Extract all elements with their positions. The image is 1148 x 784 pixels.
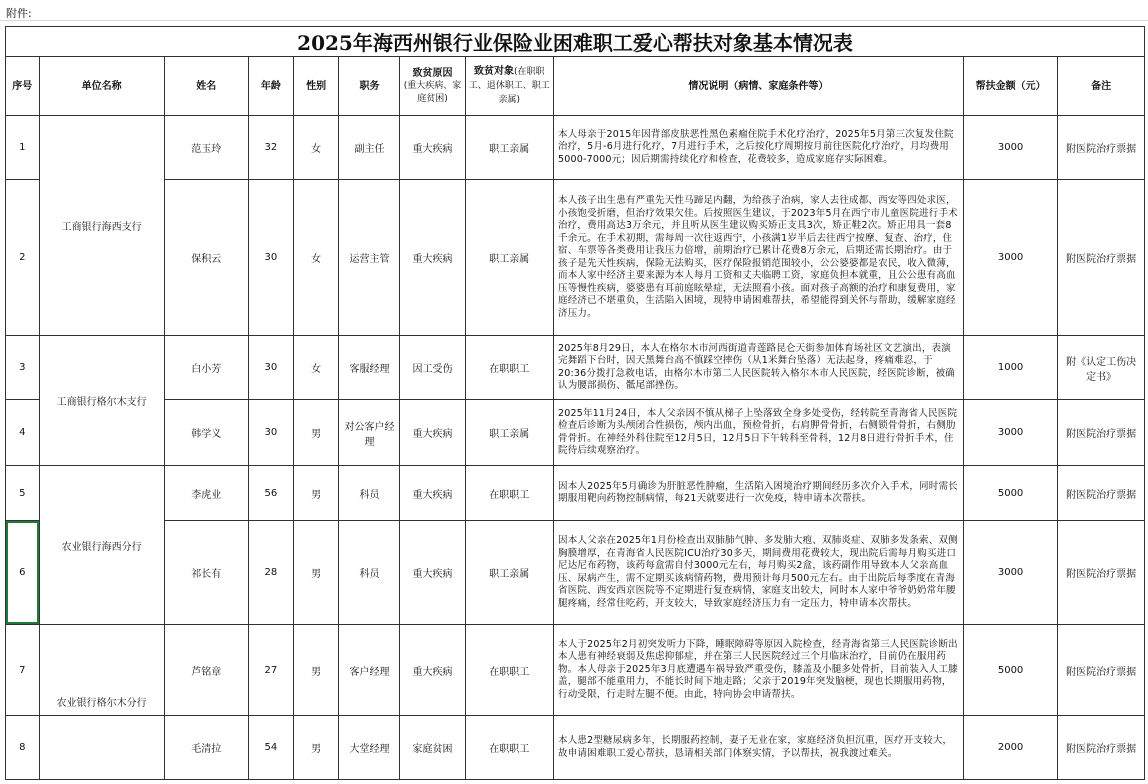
cell-index[interactable]: 1 [6,116,40,180]
cell-situation[interactable]: 2025年8月29日，本人在格尔木市河西街道青莲路昆仑天街参加体育场社区文艺演出，表演完舞蹈下台时，因天黑舞台高不慎踩空摔伤（从1米舞台坠落）无法起身，疼痛难忍，于20:36分拨打急救电话，由格尔木市第二人民医院转入格尔木市人民医院，经医院诊断，被确认为腰部损伤、骶尾部挫伤。 [554,336,964,400]
assistance-table [5,26,1145,780]
cell-cause[interactable]: 重大疾病 [400,400,465,466]
cell-target[interactable]: 职工亲属 [465,116,553,180]
cell-name[interactable]: 白小芳 [164,336,248,400]
table-row [6,466,1145,521]
cell-position[interactable]: 副主任 [339,116,400,180]
cell-situation[interactable]: 2025年11月24日，本人父亲因不慎从梯子上坠落致全身多处受伤，经转院至青海省人民医院检查后诊断为头颅闭合性损伤，颅内出血，预检骨折，右肩胛骨骨折，右侧锁骨骨折，右侧肋骨骨折。在神经外科住院至12月5日，12月5日下午转科至骨科，12月8日进行骨折手术，住院待后续观察治疗。 [554,400,964,466]
cell-remark[interactable]: 附医院治疗票据 [1058,116,1145,180]
cell-cause[interactable]: 因工受伤 [400,336,465,400]
cell-remark[interactable]: 附医院治疗票据 [1058,521,1145,625]
cell-gender[interactable]: 男 [293,521,339,625]
cell-target[interactable]: 职工亲属 [465,400,553,466]
cell-situation[interactable]: 本人孩子出生患有严重先天性马蹄足内翻，为给孩子治病，家人去往成都、西安等四处求医，小孩饱受折磨，但治疗效果欠佳。后按照医生建议，于2023年5月在西宁市儿童医院进行手术治疗，费用高达3万余元，并且听从医生建议购买矫正支具3次，矫正鞋2次。矫正用具一套8千余元。在手术初期，需每周一次往返西宁，小孩满1岁半后去往西宁按摩、复查、治疗，住宿、车票等各类费用让我压力倍增，前期治疗已累计花费8万余元，后期还需长期治疗。由于孩子是先天性疾病，保险无法购买，医疗保险报销范围较小，公公婆婆都是农民，收入微薄，而本人家中经济主要来源为本人每月工资和丈夫临聘工资，家庭负担本就重，且公公患有高血压等慢性疾病，婆婆患有耳前庭眩晕症，无法照看小孩。面对孩子高额的治疗和康复费用，家庭经济已不堪重负，生活陷入困境，现特申请困难帮扶，希望能得到关怀与帮助，缓解家庭经济压力。 [554,180,964,336]
cell-unit[interactable]: 农业银行海西分行 [39,466,164,625]
cell-cause[interactable]: 重大疾病 [400,116,465,180]
cell-position[interactable]: 科员 [339,521,400,625]
cell-target[interactable]: 在职职工 [465,625,553,716]
cell-amount[interactable]: 5000 [963,625,1058,716]
cell-target[interactable]: 在职职工 [465,716,553,780]
cell-index[interactable]: 8 [6,716,40,780]
table-row [6,116,1145,180]
cell-index[interactable]: 6 [6,521,40,625]
cell-remark[interactable]: 附医院治疗票据 [1058,716,1145,780]
cell-gender[interactable]: 女 [293,336,339,400]
cell-age[interactable]: 28 [249,521,294,625]
cell-position[interactable]: 科员 [339,466,400,521]
cell-situation[interactable]: 本人于2025年2月初突发听力下降，睡眠障碍等原因入院检查，经青海省第三人民医院诊断出本人患有神经衰弱及焦虑抑郁症，并在第三人民医院经过三个月临床治疗，目前仍在服用药物。本人母亲于2025年3月底遭遇车祸导致严重受伤，膝盖及小腿多处骨折，目前装入人工膝盖，腿部不能重用力，不能长时间下地走路；父亲于2019年突发脑梗，现也长期服用药物，行动受限，行走时左腿不便。由此，特向协会申请帮扶。 [554,625,964,716]
cell-name[interactable]: 李虎业 [164,466,248,521]
cell-amount[interactable]: 2000 [963,716,1058,780]
cell-cause[interactable]: 家庭贫困 [400,716,465,780]
cell-name[interactable]: 保积云 [164,180,248,336]
cell-remark[interactable]: 附《认定工伤决定书》 [1058,336,1145,400]
header-unit: 单位名称 [39,57,164,116]
cell-index[interactable]: 2 [6,180,40,336]
sheet-gridline [0,20,1148,21]
cell-name[interactable]: 范玉玲 [164,116,248,180]
cell-cause[interactable]: 重大疾病 [400,625,465,716]
cell-age[interactable]: 32 [249,116,294,180]
cell-gender[interactable]: 男 [293,466,339,521]
cell-age[interactable]: 56 [249,466,294,521]
cell-remark[interactable]: 附医院治疗票据 [1058,400,1145,466]
cell-amount[interactable]: 1000 [963,336,1058,400]
cell-amount[interactable]: 5000 [963,466,1058,521]
cell-target[interactable]: 在职职工 [465,336,553,400]
cell-position[interactable]: 运营主管 [339,180,400,336]
cell-position[interactable]: 对公客户经理 [339,400,400,466]
header-position: 职务 [339,57,400,116]
cell-age[interactable]: 54 [249,716,294,780]
cell-unit[interactable]: 工商银行格尔木支行 [39,336,164,466]
cell-position[interactable]: 客服经理 [339,336,400,400]
table-row [6,400,1145,466]
cell-gender[interactable]: 男 [293,716,339,780]
cell-remark[interactable]: 附医院治疗票据 [1058,466,1145,521]
header-amount: 帮扶金额（元） [963,57,1058,116]
cell-name[interactable]: 芦铭章 [164,625,248,716]
cell-gender[interactable]: 女 [293,180,339,336]
cell-gender[interactable]: 男 [293,625,339,716]
header-situation: 情况说明（病情、家庭条件等） [554,57,964,116]
cell-situation[interactable]: 因本人2025年5月确诊为肝脏恶性肿瘤，生活陷入困境治疗期间经历多次介入手术，同时需长期服用靶向药物控制病情，每21天就要进行一次免疫，特申请本次帮扶。 [554,466,964,521]
header-cause-note: (重大疾病、家庭贫困) [403,80,462,104]
cell-cause[interactable]: 重大疾病 [400,180,465,336]
attachment-label: 附件: [6,7,32,20]
cell-name[interactable]: 韩学义 [164,400,248,466]
table-row [6,521,1145,625]
cell-situation[interactable]: 本人患2型糖尿病多年，长期服药控制，妻子无业在家，家庭经济负担沉重，医疗开支较大，故申请困难职工爱心帮扶，恳请相关部门体察实情，予以帮扶，祝我渡过难关。 [554,716,964,780]
cell-unit[interactable]: 工商银行海西支行 [39,116,164,336]
cell-target[interactable]: 职工亲属 [465,521,553,625]
header-index: 序号 [6,57,40,116]
header-gender: 性别 [293,57,339,116]
cell-index[interactable]: 3 [6,336,40,400]
cell-target[interactable]: 在职职工 [465,466,553,521]
header-cause-label: 致贫原因 [412,67,453,79]
cell-index[interactable]: 4 [6,400,40,466]
cell-amount[interactable]: 3000 [963,180,1058,336]
cell-index[interactable]: 5 [6,466,40,521]
cell-gender[interactable]: 男 [293,400,339,466]
table-row [6,716,1145,780]
cell-age[interactable]: 30 [249,180,294,336]
cell-remark[interactable]: 附医院治疗票据 [1058,180,1145,336]
cell-position[interactable]: 大堂经理 [339,716,400,780]
cell-cause[interactable]: 重大疾病 [400,521,465,625]
header-name: 姓名 [164,57,248,116]
table-row [6,180,1145,336]
cell-age[interactable]: 30 [249,336,294,400]
cell-name[interactable]: 毛清拉 [164,716,248,780]
header-remark: 备注 [1058,57,1145,116]
cell-age[interactable]: 27 [249,625,294,716]
header-cause [400,57,465,116]
cell-remark[interactable]: 附医院治疗票据 [1058,625,1145,716]
table-row [6,336,1145,400]
cell-gender[interactable]: 女 [293,116,339,180]
header-target-note: (在职职工、退休职工、职工亲属) [468,67,550,105]
cell-situation[interactable]: 因本人父亲在2025年1月份检查出双肺肺气肿、多发肺大疱、双肺炎症、双肺多发条索、双侧胸膜增厚，在青海省人民医院ICU治疗30多天，期间费用花费较大，现出院后需每月购买进口尼达尼布药物，该药每盒需自付3000元左右，每月购买2盒，该药副作用导致本人父亲高血压、尿病产生，需不定期买该病情药物，费用预计每月500元左右。由于出院后每季度在青海省医院、西安西京医院等不定期进行复查病情，家庭支出较大，同时本人家中爷爷奶奶常年腰腿疼痛，经常住吃药，开支较大，导致家庭经济压力有一定压力，特申请本次帮扶。 [554,521,964,625]
header-target-label: 致贫对象 [474,66,515,77]
cell-name[interactable]: 祁长有 [164,521,248,625]
cell-target[interactable]: 职工亲属 [465,180,553,336]
cell-unit-empty[interactable] [39,716,164,780]
table-row [6,625,1145,716]
table-title: 2025年海西州银行业保险业困难职工爱心帮扶对象基本情况表 [6,27,1145,57]
cell-amount[interactable]: 3000 [963,400,1058,466]
cell-amount[interactable]: 3000 [963,521,1058,625]
cell-cause[interactable]: 重大疾病 [400,466,465,521]
cell-age[interactable]: 30 [249,400,294,466]
cell-position[interactable]: 客户经理 [339,625,400,716]
header-age: 年龄 [249,57,294,116]
cell-situation[interactable]: 本人母亲于2015年因背部皮肤恶性黑色素瘤住院手术化疗治疗，2025年5月第三次复发住院治疗，5月-6月进行化疗，7月进行手术，之后按化疗周期按月前往医院化疗治疗，月均费用5000-7000元；因后期需持续化疗和检查，花费较多，造成家庭存实际困难。 [554,116,964,180]
cell-index[interactable]: 7 [6,625,40,716]
cell-amount[interactable]: 3000 [963,116,1058,180]
cell-unit[interactable]: 农业银行格尔木分行 [39,625,164,716]
header-target [465,57,553,116]
